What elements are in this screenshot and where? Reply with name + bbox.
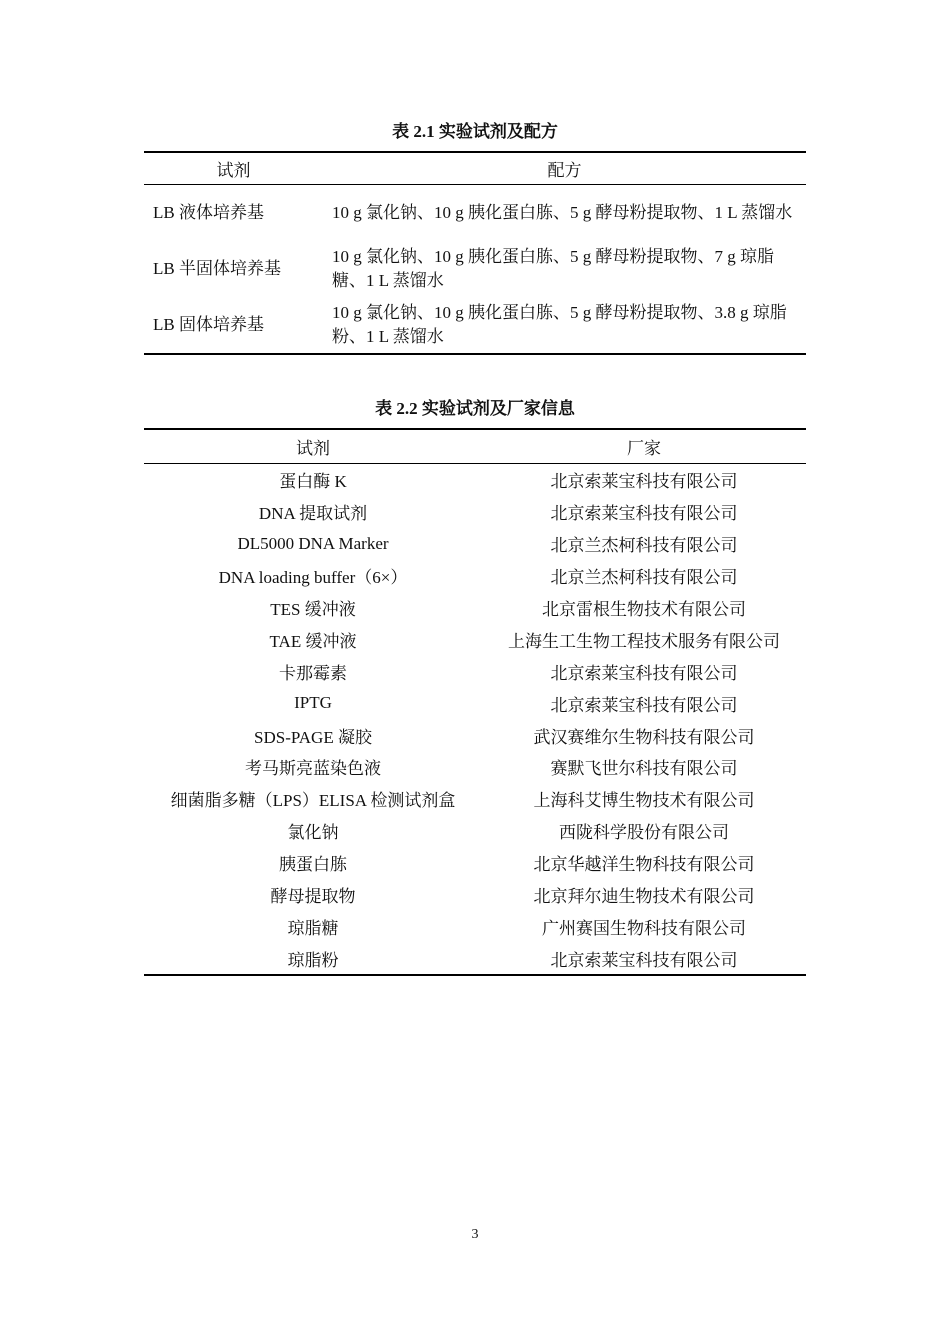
table-row [144, 297, 806, 354]
recipe-cell: 10 g 氯化钠、10 g 胰化蛋白胨、5 g 酵母粉提取物、7 g 琼脂糖、1 L 蒸馏水 [332, 247, 774, 290]
column-header: 试剂 [144, 152, 323, 185]
manufacturer-cell: 赛默飞世尔科技有限公司 [550, 759, 738, 779]
reagent-cell: 琼脂粉 [287, 950, 339, 970]
table-caption: 表 2.2 实验试剂及厂家信息 [375, 399, 575, 418]
reagent-cell: IPTG [294, 693, 332, 713]
table-row [144, 910, 806, 942]
table-row [144, 528, 806, 560]
supplier-table [144, 428, 806, 976]
table-row [144, 464, 806, 496]
reagent-cell: TES 缓冲液 [270, 600, 356, 619]
reagent-cell: DNA loading buffer（6×） [218, 568, 408, 588]
recipe-cell: 10 g 氯化钠、10 g 胰化蛋白胨、5 g 酵母粉提取物、1 L 蒸馏水 [332, 203, 793, 222]
table-row [144, 942, 806, 975]
table-row [144, 185, 806, 242]
reagent-cell: DL5000 DNA Marker [237, 533, 389, 553]
reagent-cell: TAE 缓冲液 [269, 631, 357, 651]
manufacturer-cell: 上海生工生物工程技术服务有限公司 [508, 631, 780, 651]
table-header-row [144, 152, 806, 185]
reagent-cell: 酵母提取物 [270, 887, 356, 907]
reagent-cell: 胰蛋白胨 [279, 855, 347, 875]
table-header-row [144, 429, 806, 464]
manufacturer-cell: 广州赛国生物科技有限公司 [542, 918, 746, 938]
manufacturer-cell: 北京雷根生物技术有限公司 [542, 600, 746, 619]
reagent-cell: 琼脂糖 [287, 918, 339, 938]
manufacturer-cell: 北京兰杰柯科技有限公司 [550, 568, 738, 588]
table-row [144, 592, 806, 624]
table-row [144, 655, 806, 687]
manufacturer-cell: 上海科艾博生物技术有限公司 [533, 791, 755, 811]
reagent-name: LB 半固体培养基 [153, 259, 281, 278]
manufacturer-cell: 北京索莱宝科技有限公司 [550, 663, 738, 683]
manufacturer-cell: 北京兰杰柯科技有限公司 [550, 536, 738, 556]
table-row [144, 815, 806, 847]
table-row [144, 783, 806, 815]
recipe-cell: 10 g 氯化钠、10 g 胰化蛋白胨、5 g 酵母粉提取物、3.8 g 琼脂粉、1 L 蒸馏水 [332, 303, 787, 346]
reagent-cell: 细菌脂多糖（LPS）ELISA 检测试剂盒 [170, 791, 456, 811]
manufacturer-cell: 北京索莱宝科技有限公司 [550, 695, 738, 715]
table-row [144, 560, 806, 592]
reagent-cell: SDS-PAGE 凝胶 [254, 727, 372, 747]
manufacturer-cell: 北京索莱宝科技有限公司 [550, 472, 738, 492]
reagent-cell: 卡那霉素 [279, 663, 347, 683]
table-row [144, 751, 806, 783]
manufacturer-cell: 西陇科学股份有限公司 [559, 823, 729, 843]
table-row [144, 879, 806, 911]
table-row [144, 719, 806, 751]
table-caption: 表 2.1 实验试剂及配方 [392, 122, 558, 141]
manufacturer-cell: 武汉赛维尔生物科技有限公司 [533, 727, 755, 747]
table-row [144, 496, 806, 528]
reagent-name: LB 固体培养基 [153, 315, 264, 334]
table-row [144, 623, 806, 655]
recipe-table [144, 151, 806, 355]
manufacturer-cell: 北京索莱宝科技有限公司 [550, 950, 738, 970]
reagent-cell: 氯化钠 [287, 823, 339, 843]
manufacturer-cell: 北京拜尔迪生物技术有限公司 [533, 887, 755, 907]
reagent-cell: 考马斯亮蓝染色液 [245, 759, 381, 779]
column-header: 厂家 [482, 429, 806, 464]
reagent-cell: 蛋白酶 K [279, 472, 347, 492]
manufacturer-cell: 北京索莱宝科技有限公司 [550, 504, 738, 524]
column-header: 配方 [323, 152, 806, 185]
page-number: 3 [471, 1227, 479, 1242]
reagent-name: LB 液体培养基 [153, 203, 264, 222]
table-row [144, 687, 806, 719]
table-row [144, 241, 806, 297]
reagent-cell: DNA 提取试剂 [258, 504, 368, 524]
manufacturer-cell: 北京华越洋生物科技有限公司 [533, 855, 755, 875]
table-row [144, 847, 806, 879]
column-header: 试剂 [144, 429, 482, 464]
